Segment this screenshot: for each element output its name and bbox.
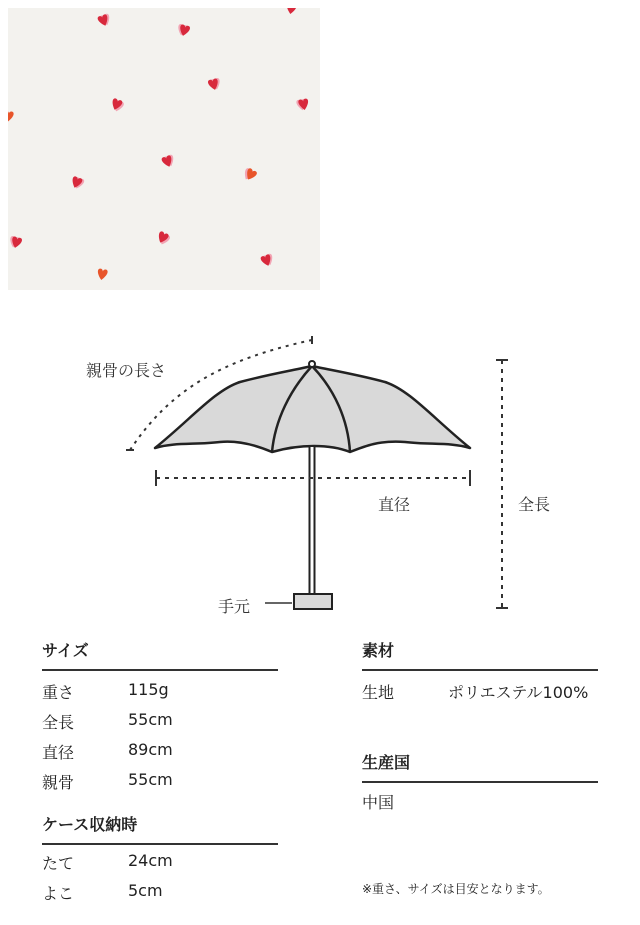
size-title: サイズ xyxy=(42,641,89,660)
umbrella-size-diagram xyxy=(0,330,640,620)
heart-icon xyxy=(242,167,258,183)
fabric-swatch xyxy=(8,8,320,290)
heart-icon xyxy=(176,23,190,37)
rib-length-label: 親骨の長さ xyxy=(86,361,167,380)
heart-icon xyxy=(207,77,221,91)
spec-value: 中国 xyxy=(362,793,395,812)
disclaimer-note: ※重さ、サイズは目安となります。 xyxy=(362,882,550,896)
origin-title: 生産国 xyxy=(362,753,411,772)
spec-label: 全長 xyxy=(42,713,75,732)
heart-icon xyxy=(70,176,85,190)
material-section xyxy=(362,638,598,671)
case-section xyxy=(42,812,278,845)
spec-value: 24cm xyxy=(128,851,173,870)
heart-icon xyxy=(155,231,171,247)
spec-value: 5cm xyxy=(128,881,163,900)
spec-value: ポリエステル100% xyxy=(448,683,589,702)
divider xyxy=(42,843,278,845)
origin-section xyxy=(362,750,598,783)
spec-label: 重さ xyxy=(42,683,75,702)
divider xyxy=(362,781,598,783)
heart-icon xyxy=(97,13,112,27)
heart-icon xyxy=(8,235,22,249)
heart-icon xyxy=(161,154,176,168)
spec-value: 55cm xyxy=(128,770,173,789)
heart-icon xyxy=(286,8,298,15)
material-title: 素材 xyxy=(362,641,395,660)
case-title: ケース収納時 xyxy=(42,815,138,834)
spec-label: たて xyxy=(42,854,75,873)
handle-label: 手元 xyxy=(218,597,251,616)
heart-icon xyxy=(110,98,125,113)
spec-value: 55cm xyxy=(128,710,173,729)
spec-label: 親骨 xyxy=(42,773,75,792)
total-length-label: 全長 xyxy=(518,495,551,514)
size-section xyxy=(42,638,278,671)
heart-icon xyxy=(296,98,309,111)
diameter-label: 直径 xyxy=(378,495,411,514)
divider xyxy=(362,669,598,671)
heart-icon xyxy=(8,110,14,123)
spec-label: 生地 xyxy=(362,683,395,702)
spec-value: 89cm xyxy=(128,740,173,759)
spec-value: 115g xyxy=(128,680,169,699)
heart-icon xyxy=(260,253,275,267)
divider xyxy=(42,669,278,671)
heart-icon xyxy=(97,268,109,281)
heart-pattern xyxy=(8,8,320,290)
spec-label: 直径 xyxy=(42,743,75,762)
spec-label: よこ xyxy=(42,884,75,903)
